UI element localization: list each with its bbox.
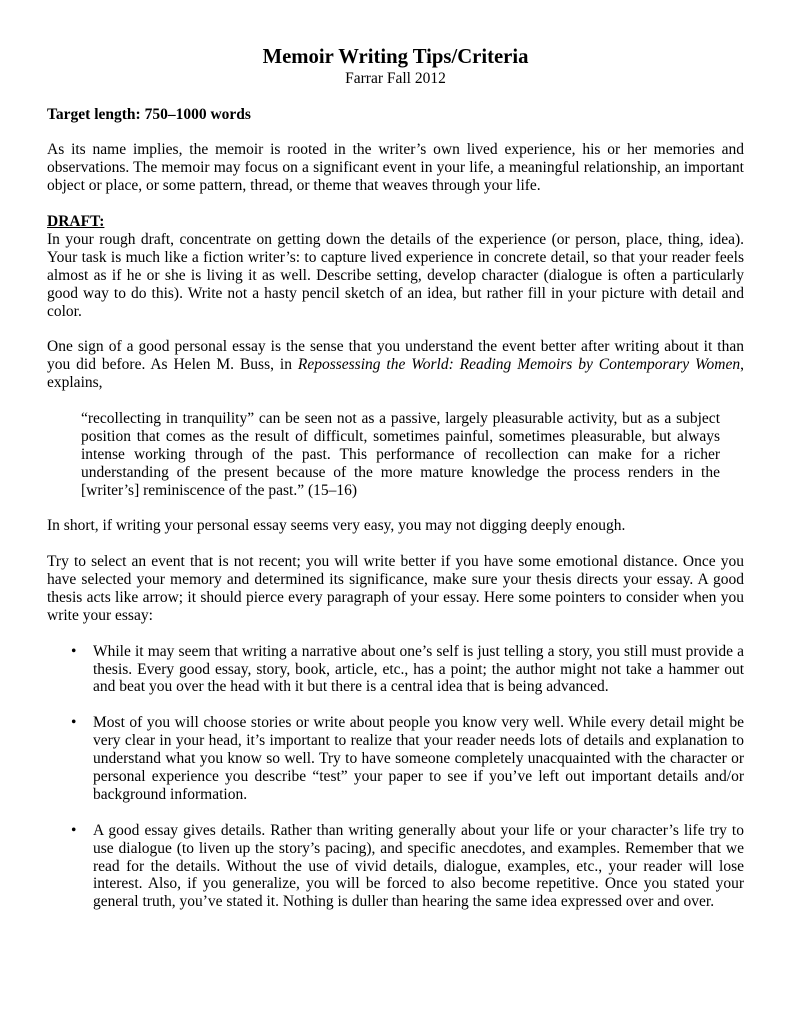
pointer-item — [47, 714, 744, 804]
pointers-intro: Try to select an event that is not recent; you will write better if you have some emotional distance. Once you have selected your memory and determined its significance, make sure your thesis directs your essay. A good thesis acts like arrow; it should pierce every paragraph of your essay. Here some pointers to consider when you write your essay: — [47, 553, 744, 624]
pointer-text: A good essay gives details. Rather than writing generally about your life or your character’s life try to use dialogue (to liven up the story’s pacing), and specific anecdotes, and examples. Remember that we read for the details. Without the use of vivid details, dialogue, examples, etc., your reader will lose interest. Also, if you generalize, you will be forced to also become repetitive. Once you stated your general truth, you’ve stated it. Nothing is duller than hearing the same idea expressed over and over. — [93, 821, 744, 911]
insight-text-before: One sign of a good personal essay is the sense that you understand the event better after writing about it than you did before. As Helen M. Buss, in — [47, 338, 744, 374]
draft-heading: DRAFT: — [47, 213, 105, 230]
bullet-marker: • — [71, 642, 77, 660]
pointer-text: Most of you will choose stories or write about people you know very well. While every detail might be very clear in your head, it’s important to realize that your reader needs lots of details and explanation to understand what you know so well. Try to have someone completely unacquainted with the character or personal experience you describe “test” your paper to see if you’ve left out important details and/or background information. — [93, 714, 744, 803]
bullet-marker: • — [71, 821, 77, 839]
short-note: In short, if writing your personal essay seems very easy, you may not digging deeply enough. — [47, 517, 626, 535]
document-title: Memoir Writing Tips/Criteria — [262, 46, 529, 68]
draft-paragraph: In your rough draft, concentrate on getting down the details of the experience (or person, place, thing, idea). Your task is much like a fiction writer’s: to capture lived experience in concrete detail, so that your reader feels almost as if he or she is living it as well. Describe setting, develop character (dialogue is often a particularly good way to do this). Write not a hasty pencil sketch of an idea, but rather fill in your picture with detail and color. — [47, 230, 744, 320]
intro-paragraph: As its name implies, the memoir is rooted in the writer’s own lived experience, his or her memories and observations. The memoir may focus on a significant event in your life, a meaningful relationship, an important object or place, or some pattern, thread, or theme that weaves through your life. — [47, 141, 744, 195]
pointer-text: While it may seem that writing a narrative about one’s self is just telling a story, you still must provide a thesis. Every good essay, story, book, article, etc., has a point; the author might not take a hammer out and beat you over the head with it but there is a central idea that is being advanced. — [93, 642, 744, 696]
pointer-list — [47, 643, 744, 912]
insight-paragraph — [47, 338, 744, 392]
bullet-marker: • — [71, 714, 77, 732]
block-quote: “recollecting in tranquility” can be seen not as a passive, largely pleasurable activity, but as a subject position that comes as the result of difficult, sometimes painful, sometimes pleasurable, but always intense working through of the past. This performance of recollection can make for a richer understanding of the present because of the more mature knowledge the process renders in the [writer’s] reminiscence of the past.” (15–16) — [81, 409, 720, 499]
book-title: Repossessing the World: Reading Memoirs by Contemporary Women — [297, 356, 741, 374]
pointer-item — [47, 643, 744, 697]
target-length: Target length: 750–1000 words — [47, 105, 251, 123]
document-subtitle: Farrar Fall 2012 — [345, 69, 446, 87]
insight-text-after: , explains, — [47, 356, 744, 392]
pointer-item — [47, 822, 744, 912]
